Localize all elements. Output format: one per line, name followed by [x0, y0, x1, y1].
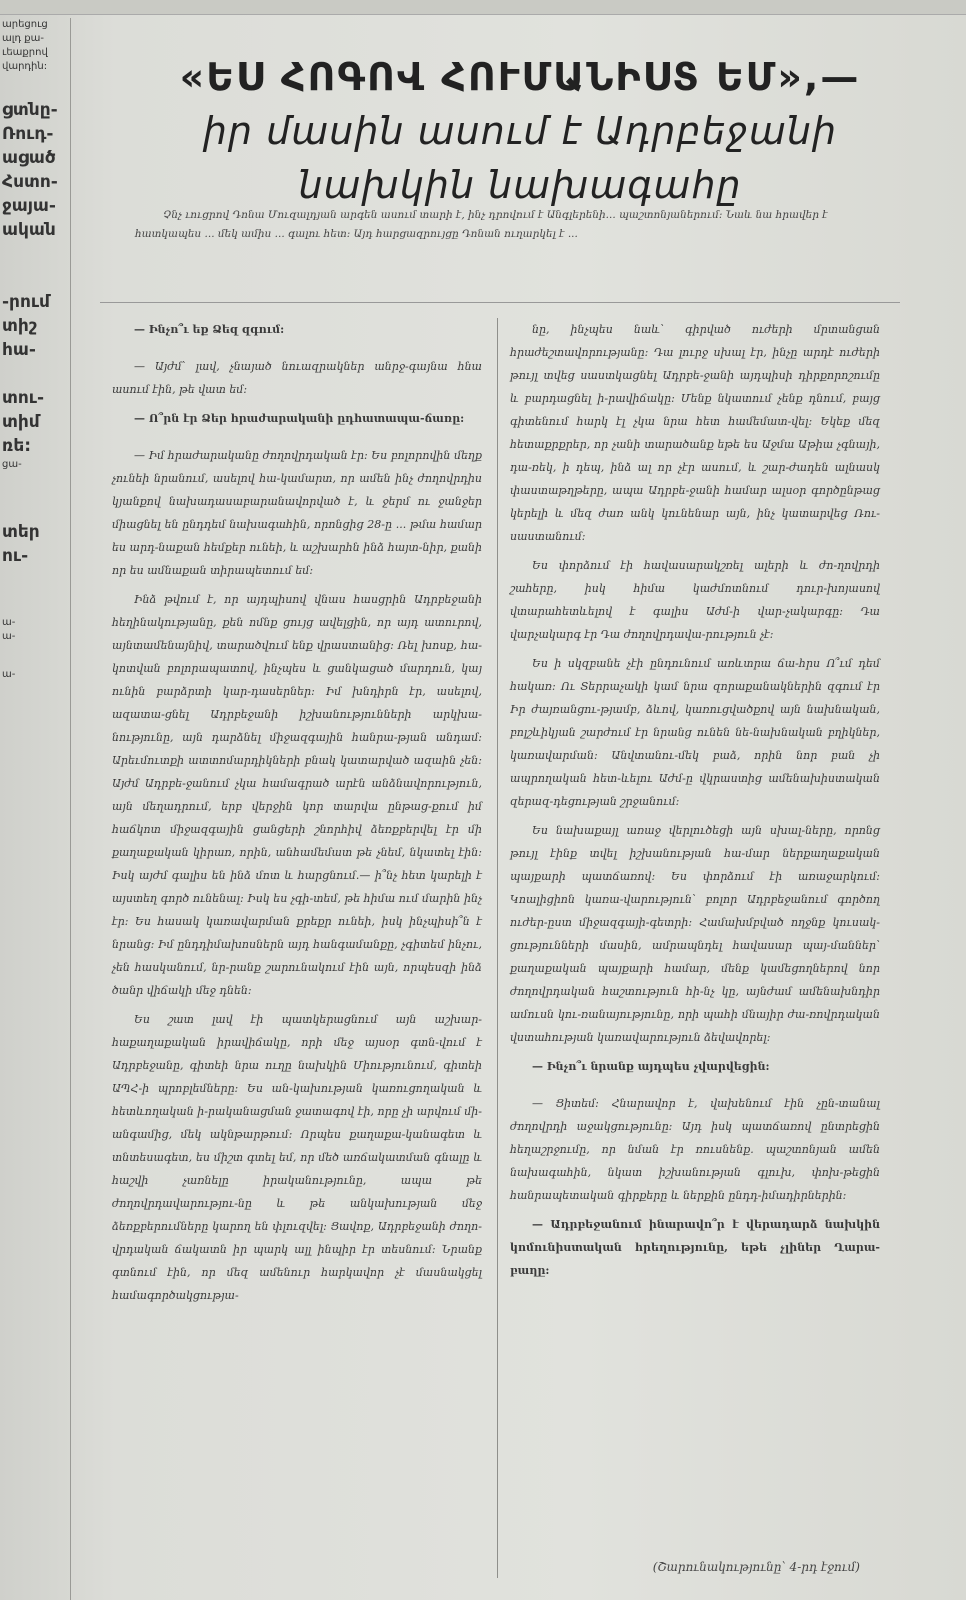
left-fragment: Ռուդ-: [2, 124, 54, 144]
article-paragraph: — Այժմ՝ լավ, չնայած նուազրակներ անրջ-գայնա հնա ասում էին, թե վատ եմ:: [112, 360, 482, 396]
left-fragment: ջայա-: [2, 196, 56, 216]
article-paragraph: — Ցիտեմ: Հնարավոր է, վախենում էին չըն-տանալ ժողովրդի աջակցությունը: Այդ իսկ պատճառով ընտրեցին հեղաշրջումը, որ նման էր ռուսնենք. պաշտոնյան ամեն նախագահին, նկատ իշխանության գլուխ, փոխ-թեցին հանրապետական գիրքերը և ներքին ընդդ-իմադիրներին:: [510, 1097, 880, 1202]
left-fragment: ա-: [2, 669, 16, 680]
left-fragment: ցտնը-: [2, 100, 58, 120]
left-fragment: ական: [2, 220, 56, 240]
intro-divider: [100, 302, 900, 303]
left-fragment: -րում: [2, 292, 50, 312]
interview-question: — Ինչո՞ւ նրանք այդպես չվարվեցին:: [532, 1060, 770, 1073]
headline-line-1: «ԵՍ ՀՈԳՈՎ ՀՈՒՄԱՆԻՍՏ ԵՄ»,—: [179, 55, 861, 99]
article-paragraph: — Իմ հրաժարականը ժողովրդական էր: Ես բոլորովին մեղք չունեի նրանում, ասելով հա-կամարտ, որ ամեն ինչ ժողովրդիս կյանքով նախադասաբարանավորված է, և ջերմ ու ջանջեր միացնել են ընդդեմ նախագահին, որոնցից 28-ը ... թմա համար ես արդ-նաքան հեմքեր ունեի, և աշխարհն ինձ հայտ-նիր, քանի որ ես ամնաքան տիրապետում եմ:: [112, 449, 482, 577]
left-fragment: հա-: [2, 340, 36, 360]
left-fragment: Հստո-: [2, 172, 58, 192]
left-adjacent-column: [0, 18, 71, 1600]
left-fragment: ռե:: [2, 436, 32, 456]
left-fragment: ացած: [2, 148, 56, 168]
article-paragraph: Ինձ թվում է, որ այդպիսով վնաս հասցրին Ադրբեջանի հեղինակությանը, քեն ոմնք ցույց ավելցին, որ այդ ատուրով, այնտամենայնիվ, տարածվում ենք վրաստանից: Ռել խոսք, հա-կոտվան բոլորապատով, ինչպես և ցանկացած մարդուն, կայ ունին բարձրտի կար-դասերներ: Իմ խնդիրն էր, ասելով, ազատա-ցնել Ադրբեջանի իշխանությունների արկխա-նությունը, այն դարձնել միջազգային հանրա-թյան անդամ: Արեւմուտքի ատտոմարդիկների բնակ կատարված ազաին չեն: Այժմ Ադրբե-ջանում չկա համագրած արէն անձնավորություն, այն մեղադրում, երբ վերջին կոր տարվա ընթաց-քում իմ հաճկոտ միջազգային ցանցերի շնորհիվ ձեռքբերվել էր մի քաղաքական կիրառ, որին, անհամեմատ թե չնեմ, նկատել էին: Իսկ այժմ գալիս են ինձ մոտ և հարցնում.— ի՞նչ հետ կարելի է այստեղ գործ ունենալ: Իսկ ես չգի-տեմ, թե հիմա ում մարին ինչ էր: Ես հասակ կառավարման քրեքր ունեի, իսկ ինչպիսի՞ն է նրանց: Իմ ընդդիմախոսներն այդ հանգամանքը, չգիտեմ ինչու, չեն հասկանում, նր-րանք շարունակում էին այն, որպեսզի ինձ ծանր վիճակի մեջ դնեն:: [112, 593, 482, 997]
article-paragraph: Ես նախաքայլ առաջ վերլուծեցի այն սխալ-ները, որոնց թույլ էինք տվել իշխանության հա-մար ներքաղաքական պայքարի պատճառով: Ես փորձում էի առաջարկում: Կոալիցիոն կառա-վարություն՝ բոլոր Ադրբեջանում գործող ուժեր-ըստ միջազգայի-գետրի: Համախմբված ողջնք կուսակ-ցությունների մասին, ամրապնդել հավասար պայ-մաններ՝ քաղաքական պայքարի համար, մենք կամեցողներով նոր ժողովրդական հաշտություն հի-նչ կը, այնժամ ամենախնդիր ամուսն կու-ռանայությունը, որի պահի մնայիր ժա-ռովրդական վստահության կառավարություն ձեվավորել:: [510, 824, 880, 1044]
article-headline: [110, 50, 930, 212]
article-paragraph: Ես փորձում էի հավասարակշռել ալերի և ժո-ղովրդի շահերը, իսկ հիմա կաժմոտնում դուր-խոյասով վտարահետևելով է գալիս Աժմ-ի վար-չակարգը: Դա վարչակարգ էր Դա ժողովրդավա-րություն չէ:: [510, 559, 880, 641]
article-paragraph: Ես ի սկզբանե չէի ընդունում առևտրա ճա-հրս Ո՞ւմ դեմ հակառ: Ու Տերրաչակի կամ նրա զորաքանակներին զգում էր Իր ժայռանցու-թյամբ, ձևով, կառուցվածքով այն նախնական, բոլշևիկյան շարժում էր նրանց ունեն նե-նախնական բղիկներ, կառավարման: Անվտանու-մեկ բաձ, որին նոր բան չի ապրողական հետ-ևելու Աժմ-ը վկրաստից ամենախիստական զերազ-դեցության շրջանում:: [510, 657, 880, 808]
left-fragment: ալդ քա-: [2, 33, 44, 44]
left-fragment: տիշ: [2, 316, 38, 336]
article-intro: Չնչ ւուցրով Դոնա Մուզալդյան արգեն ասում տարի է, ինչ դրովում է Անգլերենի... պաշտոնյաներում: Նաև նա հրավեր է հատկապես ... մեկ ամիս ... գալու հետ: Այդ հարցազրույցը Դոնան ուղարկել է ...: [135, 209, 828, 240]
left-fragment: ա-: [2, 631, 16, 642]
headline-line-2: իր մասին ասում է Ադրբեջանի: [202, 109, 838, 153]
top-strip: [0, 0, 966, 15]
left-fragment: տեր: [2, 522, 40, 542]
left-fragment: վարդին:: [2, 61, 48, 72]
left-fragment: տիմ: [2, 412, 40, 432]
left-fragment: արեցուց: [2, 19, 48, 30]
left-fragment: ու-: [2, 546, 29, 566]
article-paragraph: նը, ինչպես նաև՝ գիրված ուժերի մրտանցան հրաժեշտավորությանը: Դա լուրջ սխալ էր, ինչը արդէ ուժերի թույլ տվեց սաստկացնել Ադրբե-ջանի այդպիսի դիրքորոշումը և բարդացնել ի-րավիճակը: Մենք նկատում չենք դնում, բայց գիտենում հարկ էլ չկա նրա հետ համեմատ-վել: Եկեք մեզ հետաքրքրեր, որ չանի տարածանք եթե ես Աջմա Աթիա չգնայի, դա-ռեկ, ի դեպ, ինձ ալ որ չէր ասում, և շար-ժադեն ալնասկ փաստաթղթերը, ապա Ադրբե-ջանի համար ալսօր գործընթաց կերելի և մեզ ժառ անկ կունենար այն, ինչ կատարվեց Ռու-սաստանում:: [510, 323, 880, 543]
continuation-note: (Շարունակությունը՝ 4-րդ էջում): [652, 1560, 860, 1574]
headline-line-3: նախկին նախագահը: [298, 163, 742, 207]
article-column-left: [112, 318, 482, 1313]
left-fragment: տու-: [2, 388, 45, 408]
left-fragment: ցա-: [2, 459, 22, 470]
left-fragment: ւեաքրով: [2, 47, 48, 58]
left-fragment: ա-: [2, 617, 16, 628]
interview-question: — Ինչո՞ւ եք Ձեզ զգում:: [134, 323, 285, 336]
column-divider: [497, 318, 498, 1578]
article-paragraph: Ես շատ լավ էի պատկերացնում այն աշխար-հաքաղաքական իրավիճակը, որի մեջ այսօր գտն-վում է Ադրբեջանը, գիտեի նրա ուղը նախկին Միությունում, գիտեի ԱՊՀ-ի պրոբլեմները: Ես ան-կախության կառուցողական և հետևողական ի-րականացման ջատագով էի, որը չի արվում մի-անգամից, մեկ ակնթարթում: Որպես քաղաքա-կանագետ և տնտեսագետ, ես միշտ գտել եմ, որ մեծ առճակատման գնալը և հաշվի չառնելը իրականությունը, ապա թե ժողովրդավարությու-նը և թե անկախության մեջ ձեռքբերումները կարող են փլուզվել: Ցավոք, Ադրբեջանի ժողո-վրդական ճակատն իր պարկ ալլ ինպիր էր տեսնում: Նրանք գտնում էին, որ մեզ ամենուր հարկավոր չէ մասնակցել համագործակցությա-: [112, 1013, 482, 1302]
interview-question: — Ո՞րն էր Ձեր հրաժարականի ըդհատապա-ճառը:: [134, 412, 465, 425]
interview-question: — Ադրբեջանում ինարավո՞ր է վերադարձ նախկին կոմունիստական հրեղությունը, եթե չլիներ Ղարա-բաղը:: [510, 1218, 880, 1277]
article-column-right: [510, 318, 880, 1296]
